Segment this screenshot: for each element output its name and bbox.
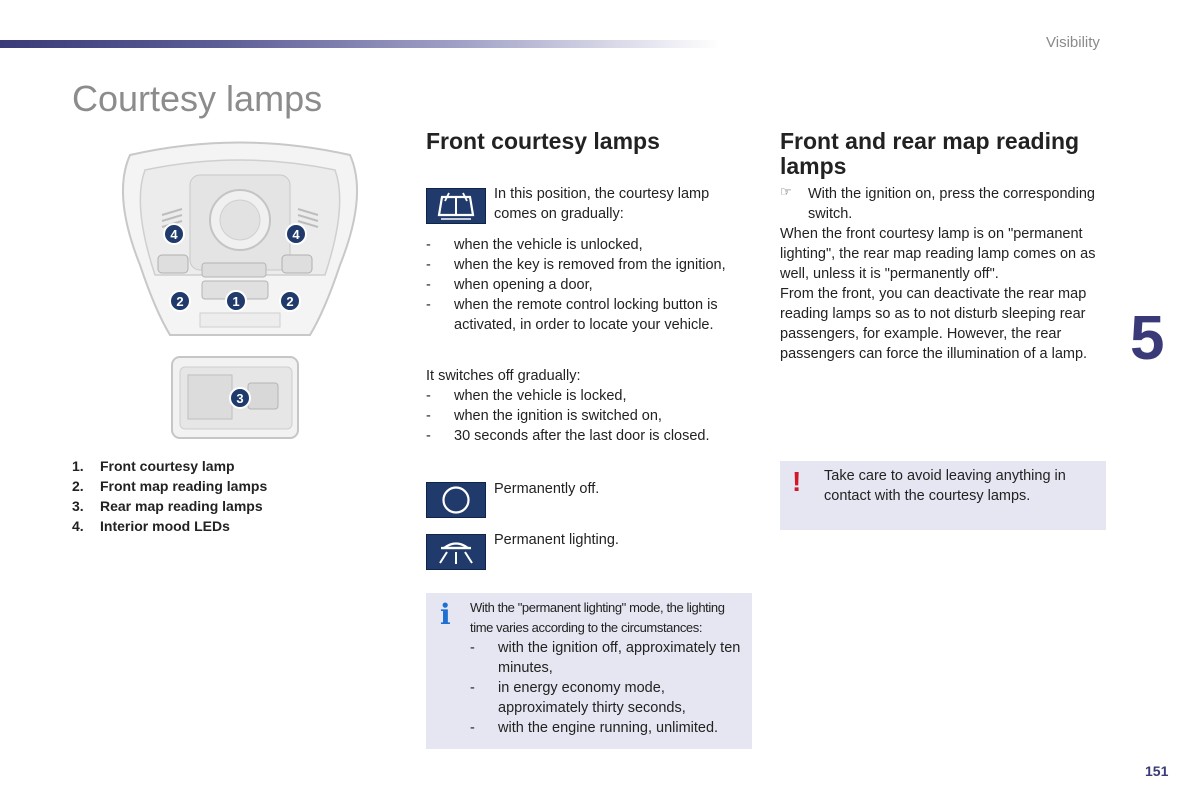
svg-text:4: 4 [170,227,178,242]
callout-4-left [164,224,184,244]
map-lamps-title: Front and rear map reading lamps [780,128,1080,179]
front-courtesy-title: Front courtesy lamps [426,128,660,154]
svg-text:4: 4 [292,227,300,242]
list-item: - when opening a door, [426,275,756,295]
legend-item: 3. Rear map reading lamps [72,498,263,514]
legend-item: 4. Interior mood LEDs [72,518,230,534]
list-item: - with the ignition off, approximately ten minutes, [470,638,750,678]
callout-2-left [170,291,190,311]
page-number: 151 [1145,763,1169,779]
on-conditions-list [426,235,756,335]
position-text: In this position, the courtesy lamp comes on gradually: [494,186,710,222]
info-icon: i [440,598,451,631]
list-item: - when the vehicle is unlocked, [426,235,756,255]
off-intro-text: It switches off gradually: [426,368,581,384]
svg-text:1: 1 [232,294,240,309]
svg-text:2: 2 [286,294,294,309]
list-item: - when the remote control locking button is activated, in order to locate your vehicle. [426,295,756,335]
paragraph-2: From the front, you can deactivate the rear map reading lamps so as to not disturb sleeping rear passengers, for example. However, the rear passengers can force the illumination of a lamp. [780,286,1088,362]
paragraph-1: When the front courtesy lamp is on "permanent lighting", the rear map reading lamp comes on as well, unless it is "permanently off". [780,226,1096,282]
svg-text:2: 2 [176,294,184,309]
list-item: - in energy economy mode, approximately thirty seconds, [470,678,750,718]
legend-item: 2. Front map reading lamps [72,478,268,494]
off-conditions-list [426,386,756,446]
rear-switch-diagram [170,355,300,440]
pointer-icon: ☞ [780,184,792,199]
legend-item: 1. Front courtesy lamp [72,458,235,474]
perm-on-text: Permanent lighting. [494,532,619,548]
callout-2-right [280,291,300,311]
bullet-text: With the ignition on, press the corresponding switch. [808,186,1095,222]
callout-4-right [286,224,306,244]
legend-list [72,456,267,536]
list-item: - with the engine running, unlimited. [470,718,750,738]
list-item: - when the ignition is switched on, [426,406,756,426]
callout-1 [226,291,246,311]
info-intro: With the "permanent lighting" mode, the lighting time varies according to the circumstances: [470,600,725,635]
overhead-console-diagram [110,135,370,345]
on-mode-icon [426,534,486,570]
chapter-number: 5 [1130,304,1165,373]
header-bar [0,40,720,48]
list-item: - 30 seconds after the last door is closed. [426,426,756,446]
warning-text: Take care to avoid leaving anything in contact with the courtesy lamps. [824,468,1066,504]
perm-off-text: Permanently off. [494,481,600,497]
svg-text:3: 3 [236,391,244,406]
list-item: - when the key is removed from the ignition, [426,255,756,275]
callout-3 [230,388,250,408]
section-label: Visibility [1046,34,1100,51]
off-mode-icon [426,482,486,518]
page-title: Courtesy lamps [72,78,323,119]
info-list [470,638,750,738]
door-mode-icon [426,188,486,224]
list-item: - when the vehicle is locked, [426,386,756,406]
warning-icon: ! [792,466,802,497]
